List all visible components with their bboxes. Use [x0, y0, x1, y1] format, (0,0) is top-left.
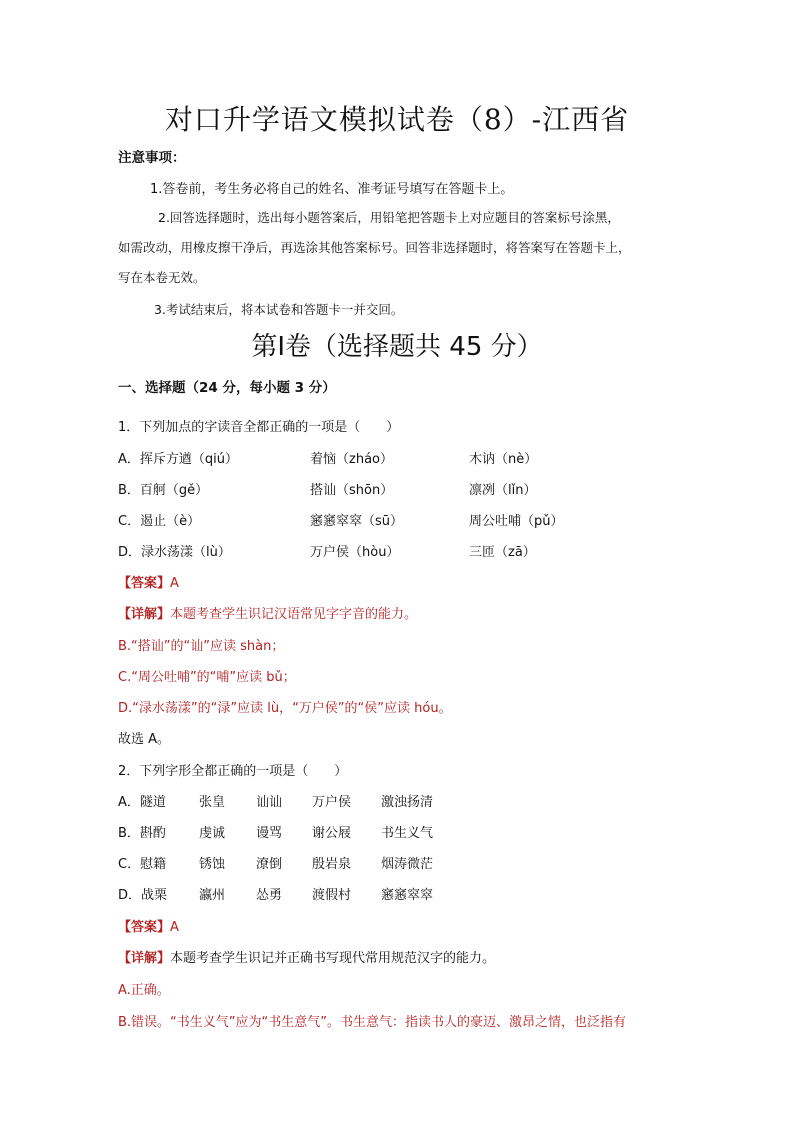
q2-option-c-4: 殷岩泉: [312, 857, 352, 872]
q1-option-a-1: A．挥斥方遒（qiú）: [118, 452, 238, 467]
answer-value: A: [170, 920, 179, 935]
q1-option-a-2: 着恼（zháo）: [310, 452, 393, 467]
notice-heading: 注意事项：: [118, 150, 186, 166]
q1-answer: [118, 572, 179, 591]
notice-item-3: 3.考试结束后，将本试卷和答题卡一并交回。: [154, 302, 404, 317]
answer-value: A: [170, 576, 179, 591]
q2-option-c-2: 锈蚀: [199, 857, 226, 872]
q1-note-c: C.“周公吐哺”的“哺”应读 bǔ；: [118, 670, 296, 685]
notice-item-1: 1.答卷前，考生务必将自己的姓名、准考证号填写在答题卡上。: [150, 182, 514, 197]
detail-tag: 【详解】: [118, 607, 171, 622]
q2-option-d-1: D．战栗: [118, 888, 168, 903]
q1-option-b-1: B．百舸（gě）: [118, 483, 209, 498]
q2-note-b: B.错误。“书生义气”应为“书生意气”。书生意气：指读书人的豪迈、激昂之情，也泛指有: [118, 1015, 626, 1030]
q2-option-a-5: 激浊扬清: [381, 795, 434, 810]
q1-note-b: B.“搭讪”的“讪”应读 shàn；: [118, 639, 285, 654]
q1-note-d: D.“渌水荡漾”的“渌”应读 lù，“万户侯”的“侯”应读 hóu。: [118, 701, 452, 716]
question-1-stem: 1．下列加点的字读音全都正确的一项是（ ）: [118, 420, 400, 435]
q2-option-b-1: B．斟酌: [118, 826, 166, 841]
q2-note-a: A.正确。: [118, 983, 170, 998]
answer-tag: 【答案】: [118, 576, 171, 591]
detail-tag: 【详解】: [118, 951, 171, 966]
q1-option-a-3: 木讷（nè）: [469, 452, 538, 467]
q1-conclusion: 故选 A。: [118, 732, 171, 747]
q1-option-c-2: 窸窸窣窣（sū）: [310, 514, 404, 529]
q2-option-a-2: 张皇: [199, 795, 226, 810]
q2-option-d-5: 窸窸窣窣: [381, 888, 434, 903]
q1-option-d-2: 万户侯（hòu）: [310, 545, 400, 560]
q2-option-a-1: A．隧道: [118, 795, 166, 810]
question-2-stem: 2．下列字形全都正确的一项是（ ）: [118, 764, 348, 779]
q2-detail: [118, 947, 495, 966]
detail-text: 本题考查学生识记汉语常见字字音的能力。: [170, 607, 418, 622]
q1-option-b-3: 凛冽（lǐn）: [469, 483, 537, 498]
q2-option-b-5: 书生义气: [381, 826, 434, 841]
q1-option-d-3: 三匝（zā）: [469, 545, 536, 560]
q1-detail: [118, 603, 417, 622]
q2-option-b-3: 谩骂: [256, 826, 283, 841]
q2-option-a-4: 万户侯: [312, 795, 352, 810]
notice-item-2-cont: 如需改动，用橡皮擦干净后，再选涂其他答案标号。回答非选择题时，将答案写在答题卡上，: [118, 240, 631, 255]
q2-option-d-3: 怂勇: [256, 888, 283, 903]
q2-answer: [118, 916, 179, 935]
q2-option-c-5: 烟涛微茫: [381, 857, 434, 872]
q2-option-a-3: 讪讪: [256, 795, 283, 810]
q2-option-c-1: C．慰籍: [118, 857, 167, 872]
q1-option-d-1: D．渌水荡漾（lù）: [118, 545, 231, 560]
q1-option-c-3: 周公吐哺（pǔ）: [469, 514, 564, 529]
q2-option-b-4: 谢公屐: [312, 826, 352, 841]
notice-item-2-end: 写在本卷无效。: [118, 270, 206, 285]
q2-option-b-2: 虔诚: [199, 826, 226, 841]
notice-item-2: 2.回答选择题时，选出每小题答案后，用铅笔把答题卡上对应题目的答案标号涂黑，: [158, 210, 620, 225]
page-title: 对口升学语文模拟试卷（8）-江西省: [164, 103, 630, 136]
answer-tag: 【答案】: [118, 920, 171, 935]
part-heading: 一、选择题（24 分，每小题 3 分）: [118, 380, 336, 396]
section-title: 第Ⅰ卷（选择题共 45 分）: [251, 332, 543, 362]
q1-option-c-1: C．遏止（è）: [118, 514, 201, 529]
q2-option-c-3: 潦倒: [256, 857, 283, 872]
detail-text: 本题考查学生识记并正确书写现代常用规范汉字的能力。: [170, 951, 496, 966]
q2-option-d-4: 渡假村: [312, 888, 352, 903]
q2-option-d-2: 瀛州: [199, 888, 226, 903]
q1-option-b-2: 搭讪（shōn）: [310, 483, 394, 498]
